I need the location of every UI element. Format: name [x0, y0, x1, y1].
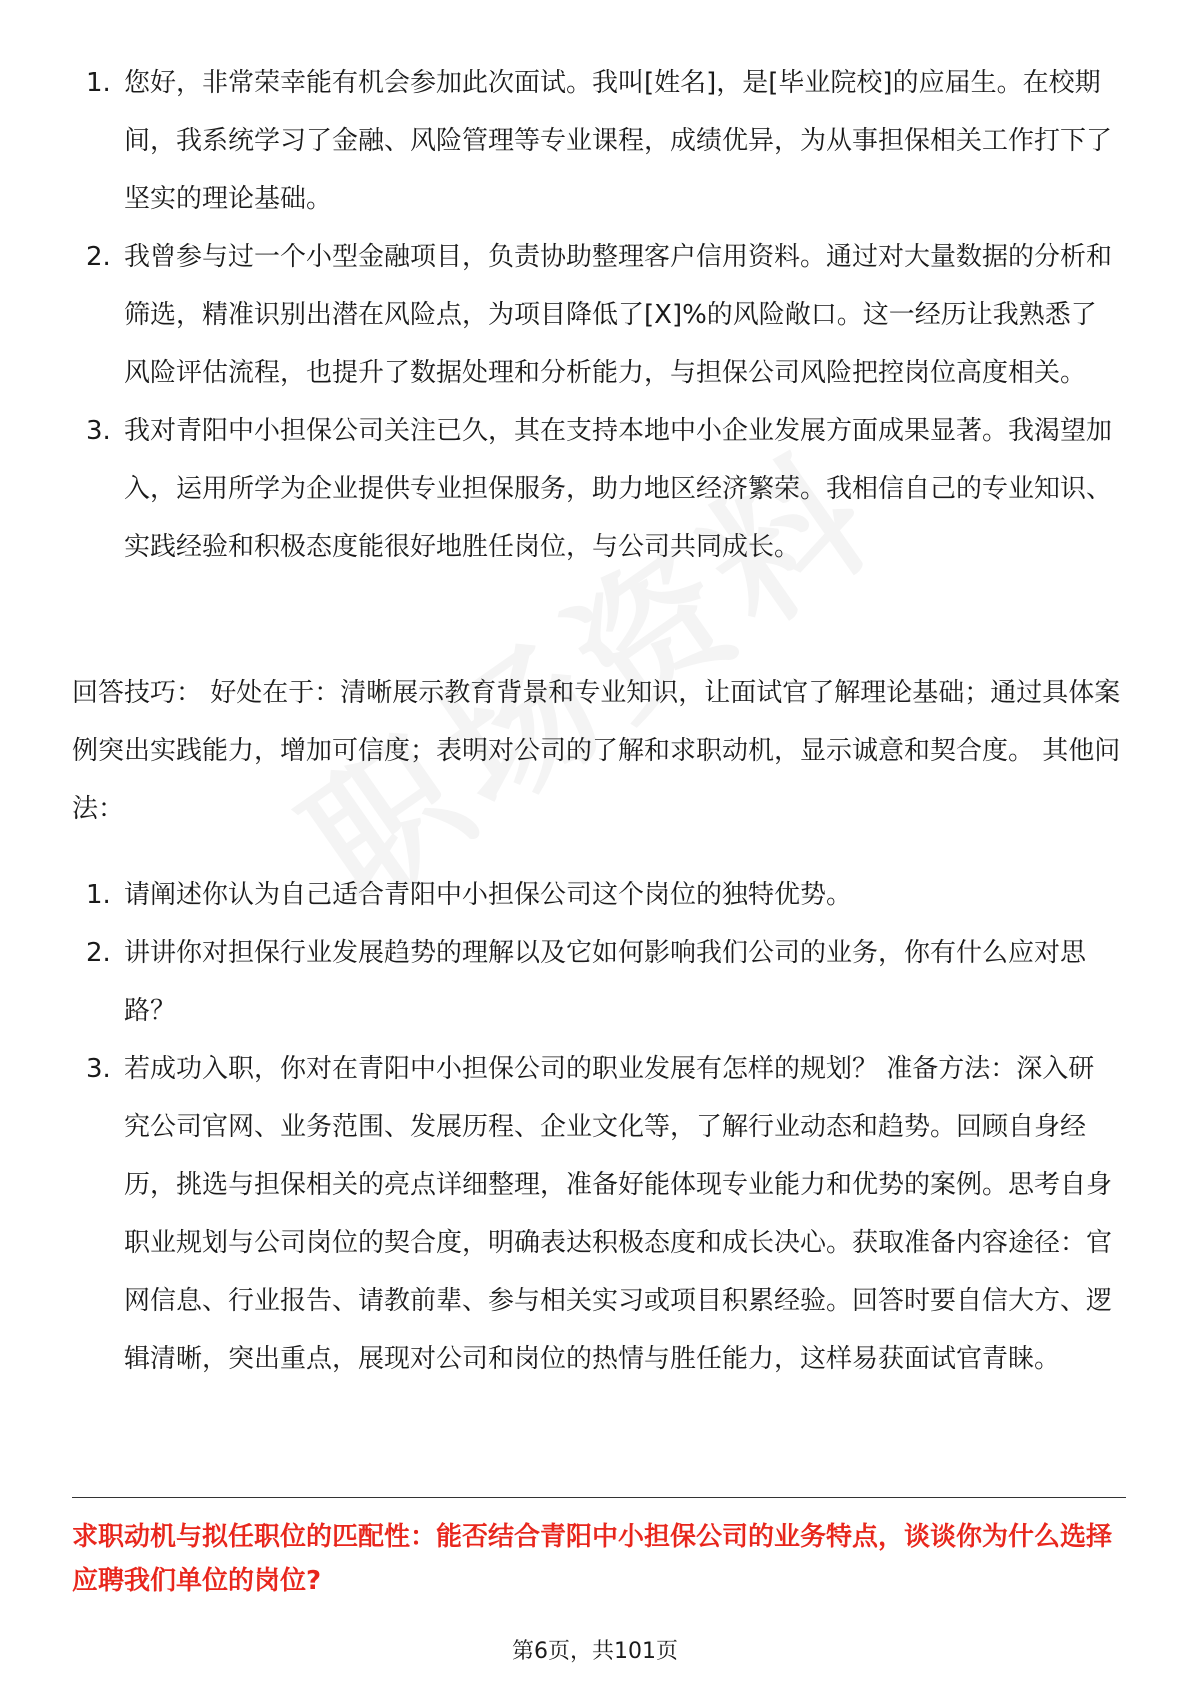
list-item-text: 我对青阳中小担保公司关注已久，其在支持本地中小企业发展方面成果显著。我渴望加入，运用所学为企业提供专业担保服务，助力地区经济繁荣。我相信自己的专业知识、实践经验和积极态度能很好地胜任岗位，与公司共同成长。 — [124, 416, 1113, 562]
list-item — [0, 1040, 1190, 1388]
list-item-text: 若成功入职，你对在青阳中小担保公司的职业发展有怎样的规划？ 准备方法：深入研究公司官网、业务范围、发展历程、企业文化等，了解行业动态和趋势。回顾自身经历，挑选与担保相关的亮点详细整理，准备好能体现专业能力和优势的案例。思考自身职业规划与公司岗位的契合度，明确表达积极态度和成长决心。获取准备内容途径：官网信息、行业报告、请教前辈、参与相关实习或项目积累经验。回答时要自信大方、逻辑清晰，突出重点，展现对公司和岗位的热情与胜任能力，这样易获面试官青睐。 — [124, 1054, 1113, 1374]
section-divider — [72, 1497, 1126, 1498]
list-item — [0, 402, 1190, 576]
list-item-number: 1. — [86, 880, 111, 910]
list-item-text: 我曾参与过一个小型金融项目，负责协助整理客户信用资料。通过对大量数据的分析和筛选，精准识别出潜在风险点，为项目降低了[X]%的风险敞口。这一经历让我熟悉了风险评估流程，也提升了数据处理和分析能力，与担保公司风险把控岗位高度相关。 — [124, 242, 1113, 388]
list-item — [0, 54, 1190, 228]
list-item — [0, 228, 1190, 402]
answer-tips-paragraph: 回答技巧： 好处在于：清晰展示教育背景和专业知识，让面试官了解理论基础；通过具体案例突出实践能力，增加可信度；表明对公司的了解和求职动机，显示诚意和契合度。 其他问法： — [72, 678, 1121, 824]
list-item-number: 1. — [86, 68, 111, 98]
page-number: 第6页，共101页 — [512, 1639, 678, 1664]
answer-list — [0, 54, 1190, 576]
list-item-text: 请阐述你认为自己适合青阳中小担保公司这个岗位的独特优势。 — [124, 880, 853, 910]
list-item-text: 您好，非常荣幸能有机会参加此次面试。我叫[姓名]，是[毕业院校]的应届生。在校期间，我系统学习了金融、风险管理等专业课程，成绩优异，为从事担保相关工作打下了坚实的理论基础。 — [124, 68, 1113, 214]
list-item-number: 2. — [86, 242, 111, 272]
list-item-number: 3. — [86, 1054, 111, 1084]
list-item — [0, 866, 1190, 924]
list-item — [0, 924, 1190, 1040]
list-item-number: 2. — [86, 938, 111, 968]
list-item-text: 讲讲你对担保行业发展趋势的理解以及它如何影响我们公司的业务，你有什么应对思路？ — [124, 938, 1087, 1026]
other-questions-list — [0, 866, 1190, 1388]
list-item-number: 3. — [86, 416, 111, 446]
next-question-heading: 求职动机与拟任职位的匹配性：能否结合青阳中小担保公司的业务特点，谈谈你为什么选择应聘我们单位的岗位? — [72, 1522, 1113, 1596]
